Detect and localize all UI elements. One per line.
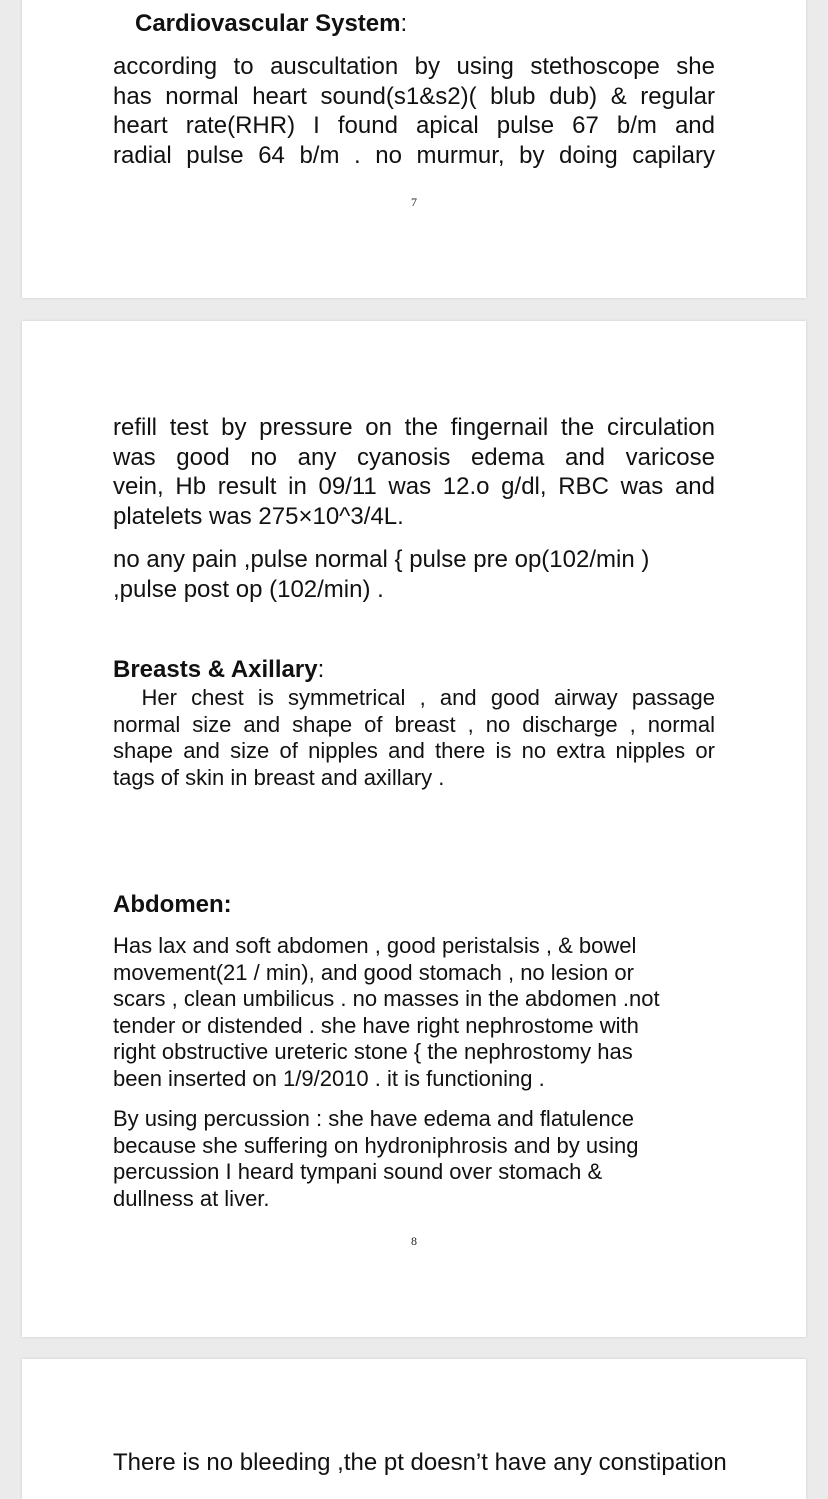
text-line: right obstructive ureteric stone { the nephrostomy has xyxy=(113,1039,633,1064)
heading-text: Breasts & Axillary xyxy=(113,656,318,683)
text-line: has normal heart sound(s1&s2)( blub dub) & regular xyxy=(113,82,715,110)
text-line: tags of skin in breast and axillary . xyxy=(113,764,445,790)
abdomen-paragraph-2 xyxy=(113,1106,715,1212)
heading-colon: : xyxy=(400,10,408,37)
breasts-paragraph xyxy=(113,685,715,791)
heading-colon: : xyxy=(317,656,325,683)
pulse-paragraph xyxy=(113,545,715,604)
text-line: was good no any cyanosis edema and varicose xyxy=(113,443,715,471)
text-line: normal size and shape of breast , no discharge , normal xyxy=(113,711,715,737)
document-page-9 xyxy=(22,1359,806,1499)
bleeding-paragraph xyxy=(113,1448,727,1478)
text-line: tender or distended . she have right nephrostome with xyxy=(113,1012,639,1038)
section-heading-abdomen xyxy=(113,891,232,919)
heading-text: Abdomen: xyxy=(113,891,232,918)
text-line: ,pulse post op (102/min) . xyxy=(113,575,384,603)
text-line: shape and size of nipples and there is no extra nipples or xyxy=(113,738,715,763)
page-number: 8 xyxy=(411,1234,417,1248)
document-page-7 xyxy=(22,0,806,298)
text-line: scars , clean umbilicus . no masses in the abdomen .not xyxy=(113,986,660,1011)
section-heading-cardiovascular xyxy=(135,10,407,38)
text-line: according to auscultation by using stethoscope she xyxy=(113,53,715,80)
text-line: heart rate(RHR) I found apical pulse 67 b/m and xyxy=(113,112,715,140)
text-line: no any pain ,pulse normal { pulse pre op(102/min ) xyxy=(113,546,650,573)
text-line: Her chest is symmetrical , and good airway passage xyxy=(113,685,715,710)
text-line: refill test by pressure on the fingernail the circulation xyxy=(113,414,715,441)
text-line: vein, Hb result in 09/11 was 12.o g/dl, RBC was and xyxy=(113,473,715,501)
text-line: platelets was 275×10^3/4L. xyxy=(113,503,404,531)
text-line: movement(21 / min), and good stomach , no lesion or xyxy=(113,959,634,985)
text-line: been inserted on 1/9/2010 . it is functioning . xyxy=(113,1065,545,1091)
text-line: Has lax and soft abdomen , good peristalsis , & bowel xyxy=(113,933,637,958)
text-line: By using percussion : she have edema and flatulence xyxy=(113,1106,634,1131)
text-line: dullness at liver. xyxy=(113,1185,270,1211)
section-heading-breasts xyxy=(113,656,324,684)
page-number: 7 xyxy=(411,195,417,209)
circulation-paragraph xyxy=(113,413,715,532)
text-line: radial pulse 64 b/m . no murmur, by doing capilary xyxy=(113,142,715,170)
cardiovascular-paragraph xyxy=(113,52,715,171)
document-page-8 xyxy=(22,321,806,1337)
text-line: There is no bleeding ,the pt doesn’t have any constipation xyxy=(113,1449,727,1476)
heading-text: Cardiovascular System xyxy=(135,10,401,37)
text-line: percussion I heard tympani sound over stomach & xyxy=(113,1159,603,1184)
abdomen-paragraph-1 xyxy=(113,933,715,1092)
text-line: because she suffering on hydroniphrosis and by using xyxy=(113,1132,639,1158)
